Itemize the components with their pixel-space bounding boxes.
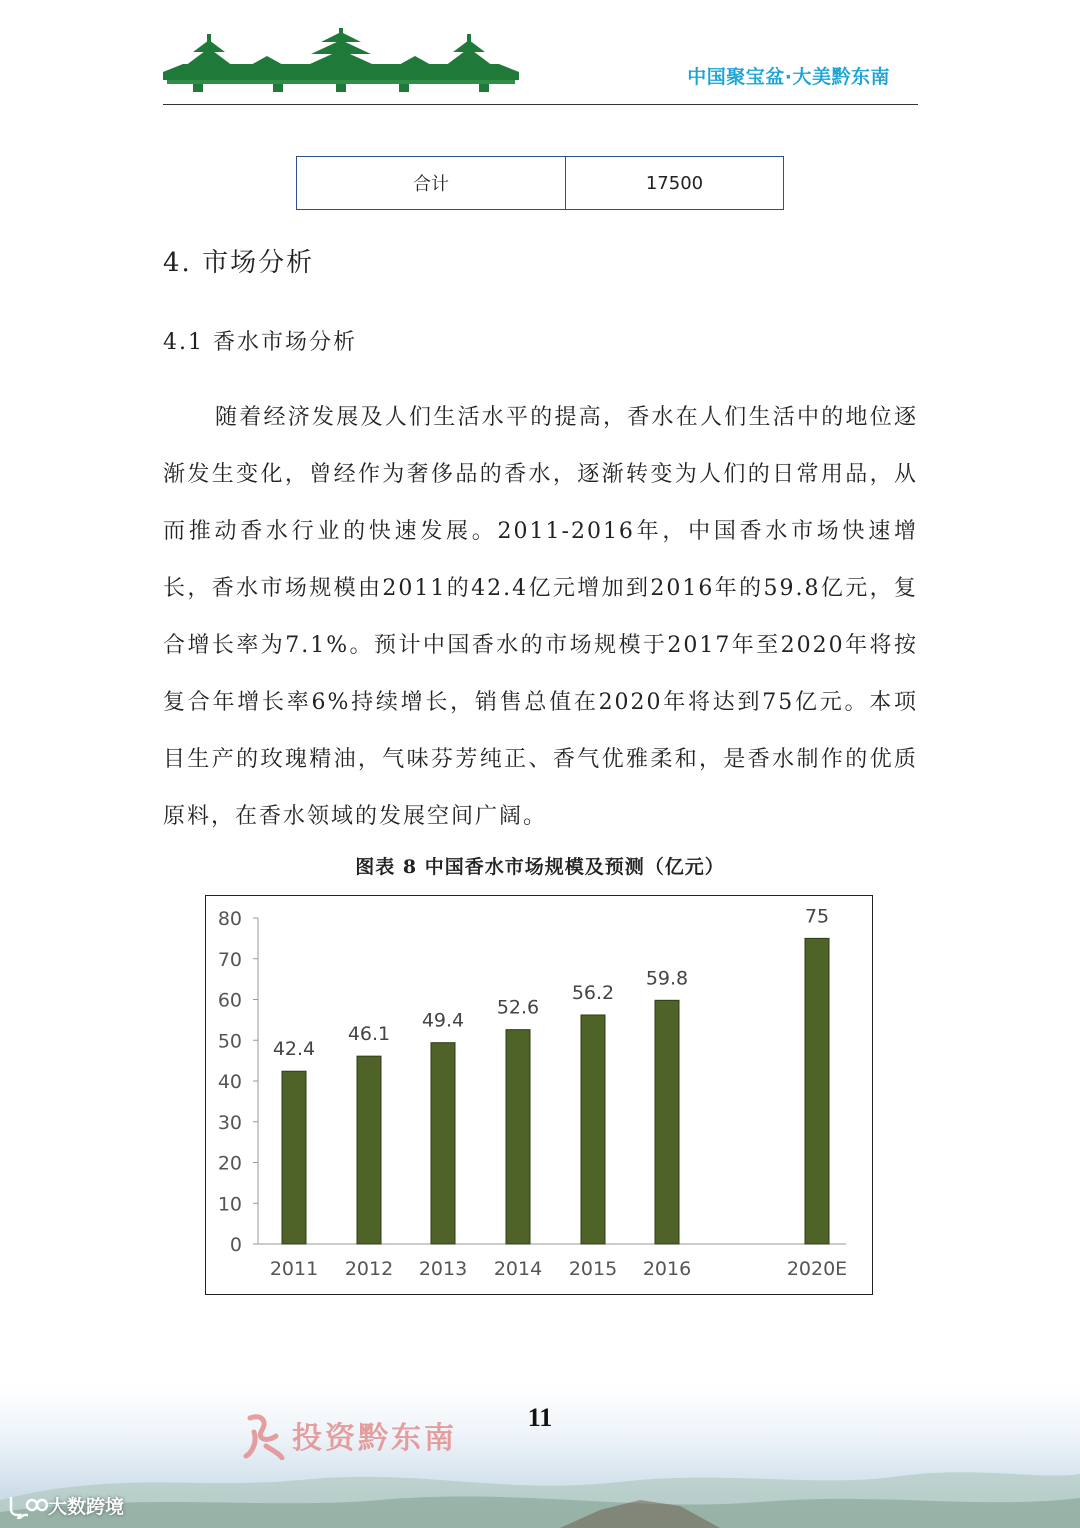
y-tick-label: 0	[229, 1234, 242, 1256]
data-label-2020E: 75	[804, 905, 830, 928]
figure-caption: 图表 8 中国香水市场规模及预测（亿元）	[355, 856, 725, 878]
data-label-2015: 56.2	[571, 981, 615, 1004]
bar-2016	[655, 1000, 679, 1244]
total-table	[296, 156, 784, 210]
x-tick-label-2013: 2013	[418, 1258, 468, 1280]
bar-2011	[282, 1071, 306, 1244]
x-tick-label-2016: 2016	[642, 1258, 692, 1280]
y-tick-label: 60	[217, 989, 242, 1012]
header-logo	[163, 28, 519, 92]
bar-chart	[206, 896, 872, 1294]
total-label-cell: 合计	[297, 157, 566, 210]
y-tick-label: 80	[217, 908, 242, 930]
x-tick-label-2015: 2015	[568, 1258, 618, 1280]
footer-brand-text: 投资黔东南	[292, 1421, 457, 1456]
y-tick-label: 40	[217, 1071, 242, 1093]
x-tick-label-2012: 2012	[344, 1258, 394, 1280]
data-label-2014: 52.6	[496, 996, 540, 1019]
bar-2014	[506, 1030, 530, 1244]
table-row	[297, 157, 784, 210]
data-label-2011: 42.4	[272, 1038, 316, 1061]
total-value-cell: 17500	[566, 157, 784, 210]
y-tick-label: 30	[217, 1111, 242, 1134]
y-tick-label: 70	[217, 948, 242, 971]
footer-landscape	[0, 1440, 1080, 1528]
chart-frame	[205, 895, 873, 1295]
header-slogan: 中国聚宝盆·大美黔东南	[687, 66, 890, 88]
page-number: 11	[527, 1403, 553, 1432]
data-label-2012: 46.1	[347, 1023, 391, 1046]
x-tick-label-2014: 2014	[493, 1258, 543, 1280]
y-tick-label: 10	[217, 1193, 242, 1216]
x-tick-label-2020E: 2020E	[786, 1258, 848, 1280]
header-divider	[163, 104, 918, 105]
subsection-heading: 4.1 香水市场分析	[163, 330, 357, 355]
data-label-2016: 59.8	[645, 967, 689, 990]
data-label-2013: 49.4	[421, 1009, 465, 1032]
bar-2013	[431, 1043, 455, 1244]
y-tick-label: 50	[217, 1030, 242, 1053]
bar-2012	[357, 1056, 381, 1244]
watermark	[8, 1492, 124, 1519]
bar-2020E	[805, 938, 829, 1244]
bar-2015	[581, 1015, 605, 1244]
section-heading: 4. 市场分析	[163, 248, 315, 278]
speech-bubble-logo-icon	[8, 1493, 48, 1519]
body-paragraph: 随着经济发展及人们生活水平的提高，香水在人们生活中的地位逐渐发生变化，曾经作为奢侈品的香水，逐渐转变为人们的日常用品，从而推动香水行业的快速发展。2011-2016年，中国香水市场快速增长，香水市场规模由2011的42.4亿元增加到2016年的59.8亿元，复合增长率为7.1%。预计中国香水的市场规模于2017年至2020年将按复合年增长率6%持续增长，销售总值在2020年将达到75亿元。本项目生产的玫瑰精油，气味芬芳纯正、香气优雅柔和，是香水制作的优质原料，在香水领域的发展空间广阔。	[163, 405, 918, 829]
watermark-text: 大数跨境	[48, 1496, 125, 1518]
y-tick-label: 20	[217, 1152, 242, 1175]
x-tick-label-2011: 2011	[269, 1258, 319, 1280]
